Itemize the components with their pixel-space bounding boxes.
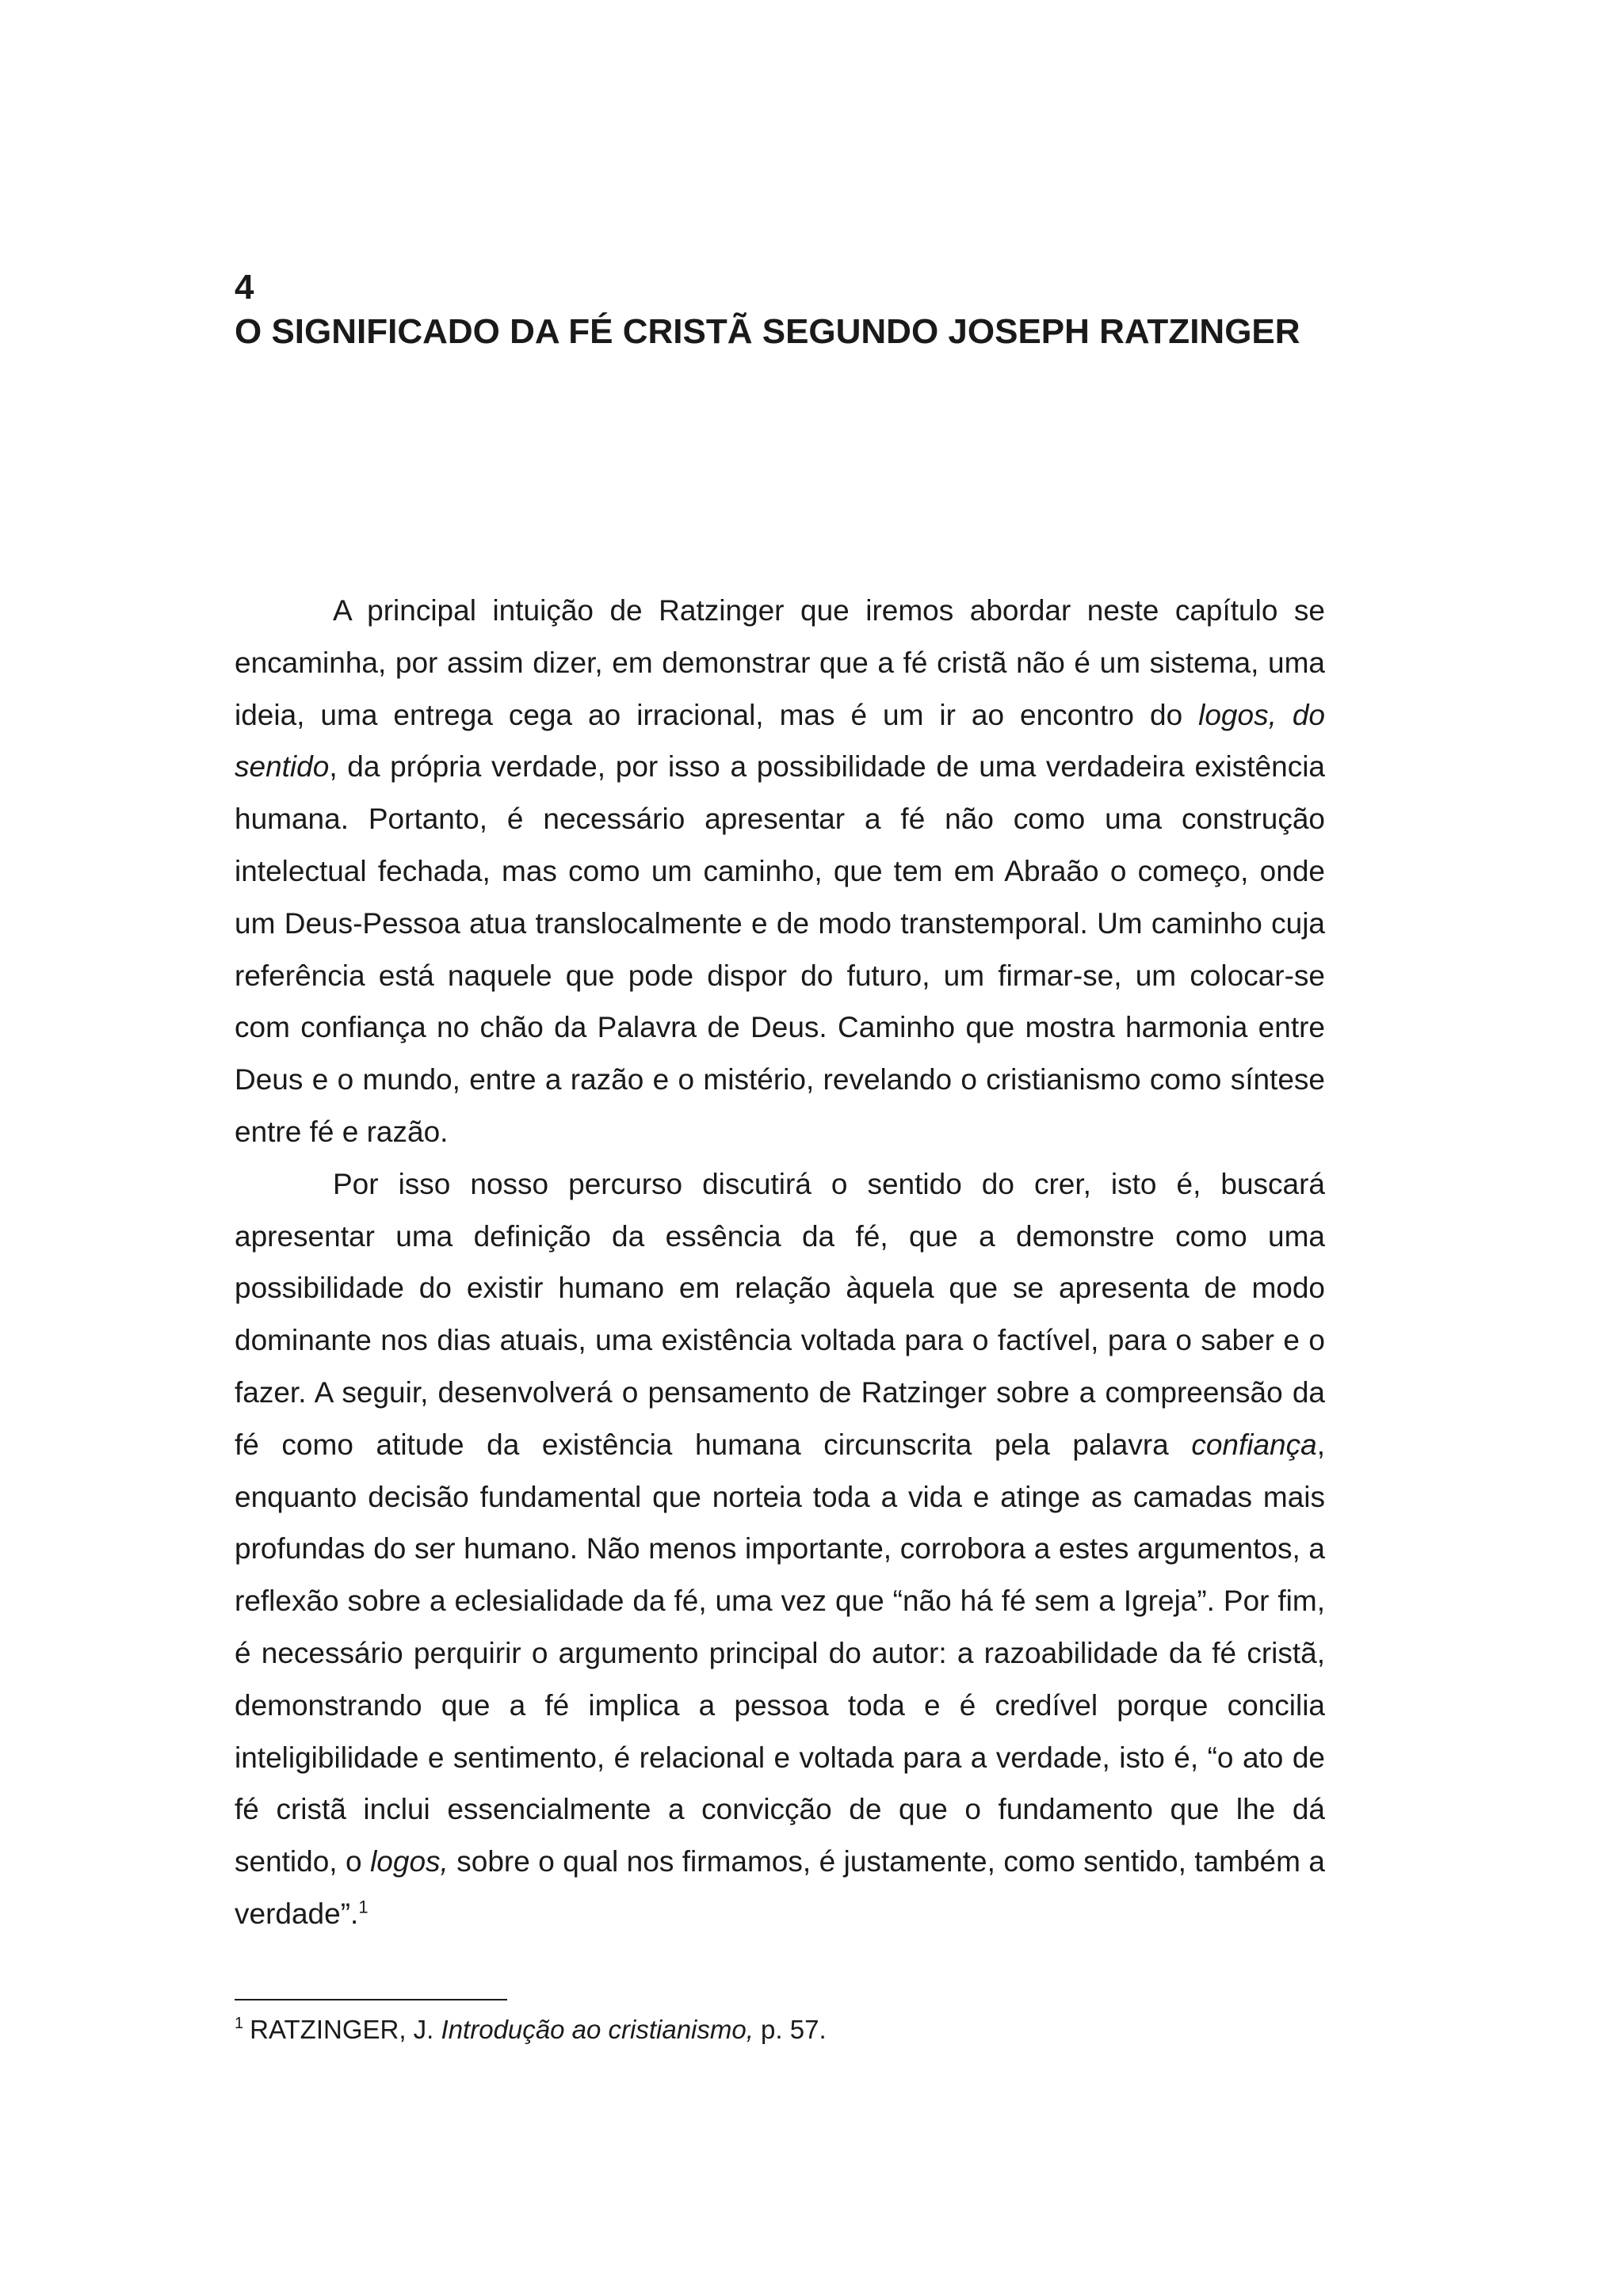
footnote-title: Introdução ao cristianismo, — [441, 2015, 754, 2044]
paragraph-1-text-a: A principal intuição de Ratzinger que iremos abordar neste capítulo se encaminha, por assim dizer, em demonstrar que a fé cristã não é um sistema, uma ideia, uma entrega cega ao irracional, mas é um ir ao encontro do — [235, 594, 1325, 731]
chapter-number: 4 — [235, 268, 254, 307]
footnote-number: 1 — [235, 2015, 244, 2032]
paragraph-2-emphasis-logos: logos, — [370, 1845, 449, 1878]
paragraph-2-text-b: , enquanto decisão fundamental que norteia toda a vida e atinge as camadas mais profundas do ser humano. Não menos importante, corrobora a estes argumentos, a reflexão sobre a eclesialidade da fé, uma vez que “não há fé sem a Igreja”. Por fim, é necessário perquirir o argumento principal do autor: a razoabilidade da fé cristã, demonstrando que a fé implica a pessoa toda e é credível porque concilia inteligibilidade e sentimento, é relacional e voltada para a verdade, isto é, “o ato de fé cristã inclui essencialmente a convicção de que o fundamento que lhe dá sentido, o — [235, 1428, 1325, 1878]
paragraph-2-text-a: Por isso nosso percurso discutirá o sentido do crer, isto é, buscará apresentar uma definição da essência da fé, que a demonstre como uma possibilidade do existir humano em relação àquela que se apresenta de modo dominante nos dias atuais, uma existência voltada para o factível, para o saber e o fazer. A seguir, desenvolverá o pensamento de Ratzinger sobre a compreensão da fé como atitude da existência humana circunscrita pela palavra — [235, 1167, 1325, 1461]
footnote-reference[interactable]: 1 — [358, 1897, 369, 1917]
paragraph-2-text-c: sobre o qual nos firmamos, é justamente, como sentido, também a verdade”. — [235, 1845, 1325, 1930]
footnote-page: p. 57. — [753, 2015, 827, 2044]
footnote-author: RATZINGER, J. — [250, 2015, 441, 2044]
footnote-divider — [235, 1999, 507, 2000]
paragraph-1-emphasis: logos, do sentido — [235, 698, 1325, 784]
paragraph-2-emphasis-confianca: confiança — [1191, 1428, 1317, 1461]
body-text — [235, 585, 1325, 1940]
paragraph-1-text-b: , da própria verdade, por isso a possibilidade de uma verdadeira existência humana. Portanto, é necessário apresentar a fé não como uma construção intelectual fechada, mas como um caminho, que tem em Abraão o começo, onde um Deus-Pessoa atua translocalmente e de modo transtemporal. Um caminho cuja referência está naquele que pode dispor do futuro, um firmar-se, um colocar-se com confiança no chão da Palavra de Deus. Caminho que mostra harmonia entre Deus e o mundo, entre a razão e o mistério, revelando o cristianismo como síntese entre fé e razão. — [235, 750, 1325, 1148]
paragraph-2 — [235, 1158, 1325, 1940]
footnote — [235, 2012, 1325, 2047]
chapter-title: O SIGNIFICADO DA FÉ CRISTÃ SEGUNDO JOSEPH RATZINGER — [235, 312, 1300, 351]
paragraph-1 — [235, 585, 1325, 1158]
